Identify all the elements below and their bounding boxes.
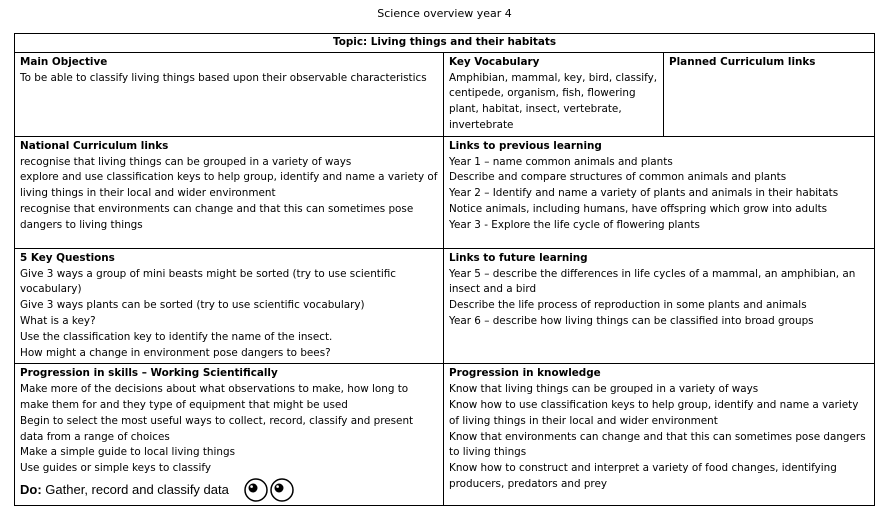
knowledge-heading: Progression in knowledge: [449, 367, 601, 380]
key-vocabulary-heading: Key Vocabulary: [449, 55, 540, 68]
questions-row: [15, 248, 875, 364]
national-curriculum-item: recognise that living things can be grouped in a variety of ways: [20, 155, 352, 168]
overview-table: [14, 33, 875, 506]
key-questions-cell: [15, 248, 444, 364]
curriculum-row: [15, 136, 875, 248]
knowledge-cell: [444, 364, 875, 506]
future-learning-item: Year 5 – describe the differences in life cycles of a mammal, an amphibian, an insect and a bird: [449, 267, 856, 296]
key-question: Give 3 ways a group of mini beasts might be sorted (try to use scientific vocabulary): [20, 267, 396, 296]
knowledge-item: Know that environments can change and that this can sometimes pose dangers to living things: [449, 430, 866, 459]
knowledge-item: Know how to construct and interpret a variety of food changes, identifying producers, predators and prey: [449, 462, 837, 490]
main-objective-heading: Main Objective: [20, 55, 108, 68]
previous-learning-item: Describe and compare structures of common animals and plants: [449, 171, 787, 184]
key-vocabulary-cell: [444, 52, 664, 136]
do-text: Gather, record and classify data: [45, 482, 229, 498]
skills-item: Make a simple guide to local living things: [20, 446, 235, 459]
progression-row: [15, 364, 875, 506]
future-learning-item: Describe the life process of reproduction in some plants and animals: [449, 299, 807, 312]
previous-learning-heading: Links to previous learning: [449, 139, 602, 152]
key-vocabulary-text: Amphibian, mammal, key, bird, classify, centipede, organism, fish, flowering plant, habitat, insect, vertebrate, invertebrate: [449, 71, 658, 131]
previous-learning-item: Year 1 – name common animals and plants: [449, 155, 673, 168]
national-curriculum-item: explore and use classification keys to help group, identify and name a variety of living things in their local and wider environment: [20, 171, 438, 200]
skills-item: Use guides or simple keys to classify: [20, 462, 211, 475]
main-objective-text: To be able to classify living things based upon their observable characteristics: [20, 71, 427, 84]
planned-links-heading: Planned Curriculum links: [669, 55, 816, 68]
previous-learning-cell: [444, 136, 875, 248]
document-title: Science overview year 4: [377, 7, 512, 20]
key-question: Use the classification key to identify the name of the insect.: [20, 330, 333, 343]
national-curriculum-heading: National Curriculum links: [20, 139, 169, 152]
future-learning-item: Year 6 – describe how living things can be classified into broad groups: [449, 314, 814, 327]
do-activity: [20, 477, 438, 503]
previous-learning-item: Year 3 - Explore the life cycle of flowering plants: [449, 218, 700, 231]
key-question: Give 3 ways plants can be sorted (try to use scientific vocabulary): [20, 299, 365, 312]
objective-row: [15, 52, 875, 136]
future-learning-cell: [444, 248, 875, 364]
eyes-icon: [243, 477, 295, 503]
national-curriculum-item: recognise that environments can change and that this can sometimes pose dangers to living things: [20, 202, 414, 231]
topic-row: [15, 34, 875, 53]
skills-heading: Progression in skills – Working Scientifically: [20, 367, 278, 380]
future-learning-heading: Links to future learning: [449, 251, 588, 264]
do-label: Do:: [20, 482, 42, 498]
topic-heading: Topic: Living things and their habitats: [15, 34, 875, 53]
planned-links-cell: [664, 52, 875, 136]
skills-item: Make more of the decisions about what observations to make, how long to make them for and they type of equipment that might be used: [20, 383, 409, 411]
previous-learning-item: Year 2 – Identify and name a variety of plants and animals in their habitats: [449, 187, 839, 200]
national-curriculum-cell: [15, 136, 444, 248]
skills-item: Begin to select the most useful ways to collect, record, classify and present data from a range of choices: [20, 414, 414, 443]
key-question: What is a key?: [20, 314, 96, 327]
key-question: How might a change in environment pose dangers to bees?: [20, 346, 331, 359]
skills-cell: [15, 364, 444, 506]
knowledge-item: Know how to use classification keys to help group, identify and name a variety of living things in their local and wider environment: [449, 398, 859, 427]
key-questions-heading: 5 Key Questions: [20, 251, 115, 264]
knowledge-item: Know that living things can be grouped in a variety of ways: [449, 383, 759, 396]
main-objective-cell: [15, 52, 444, 136]
previous-learning-item: Notice animals, including humans, have offspring which grow into adults: [449, 202, 828, 215]
